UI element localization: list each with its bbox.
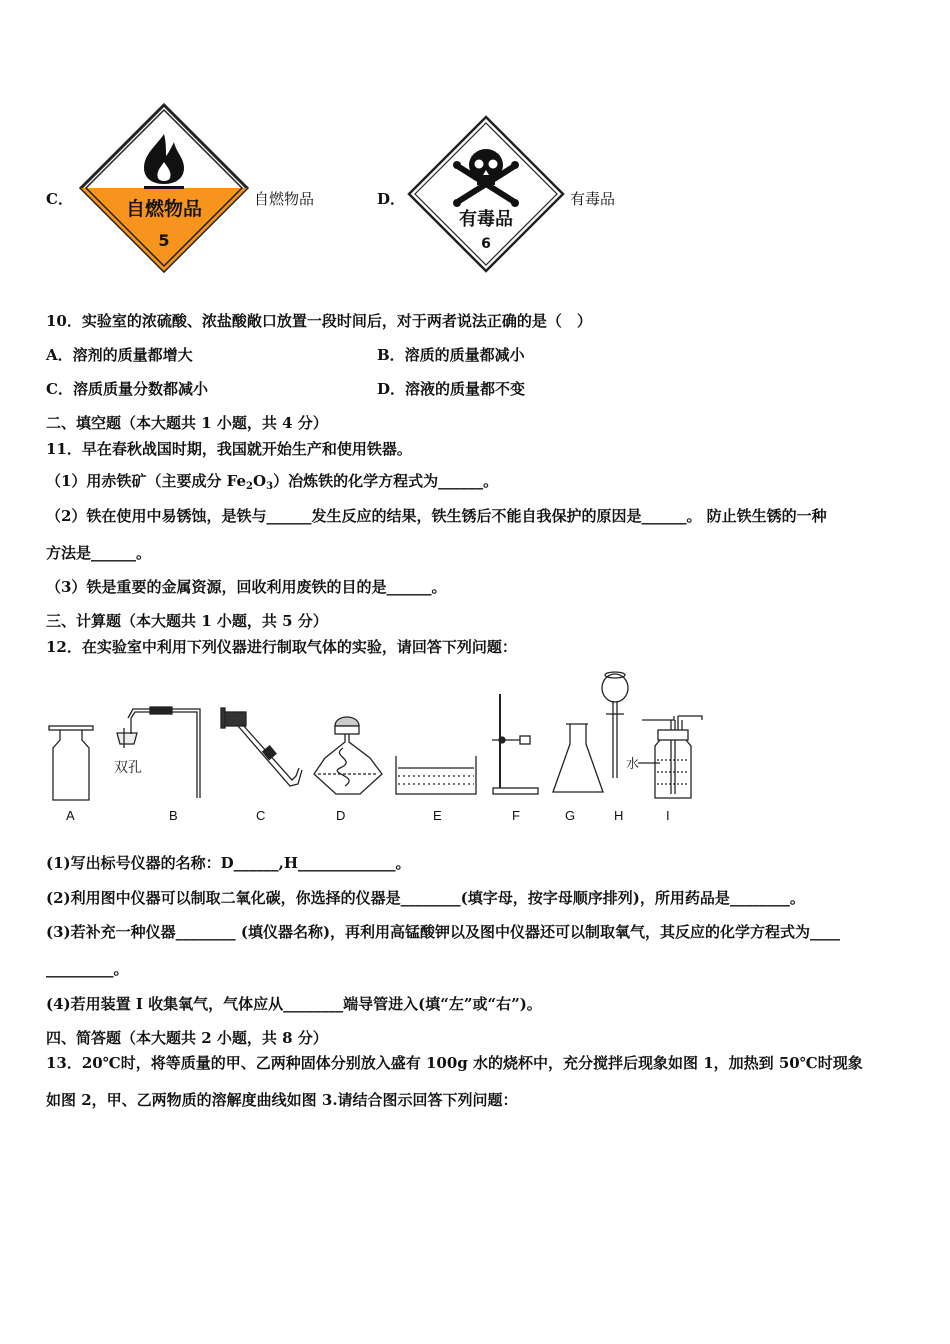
- water-label: 水: [626, 757, 640, 772]
- q12-part4: (4)若用装置 I 收集氧气，气体应从________端导管进入(填“左”或“右”)。: [46, 995, 542, 1013]
- apparatus-c-bent-tube: [221, 708, 302, 786]
- sign-number-d: 6: [481, 236, 491, 252]
- apparatus-f-iron-stand: [492, 694, 538, 794]
- option-d-letter: D．: [377, 190, 406, 208]
- option-c-letter: C．: [46, 190, 73, 208]
- section-4-heading: 四、简答题（本大题共 2 小题，共 8 分）: [46, 1029, 328, 1047]
- sign-number-c: 5: [158, 231, 170, 250]
- apparatus-label-f: F: [512, 808, 520, 823]
- q11-part1-mid: O: [253, 472, 267, 490]
- apparatus-label-d: D: [336, 808, 346, 823]
- apparatus-figure: [40, 668, 720, 828]
- apparatus-h-funnel: [602, 672, 628, 778]
- q11-part1: [46, 471, 498, 497]
- apparatus-a-bottle: [49, 726, 93, 800]
- apparatus-label-c: C: [256, 808, 266, 823]
- apparatus-i-gas-washing-bottle: [642, 716, 702, 798]
- sign-text-c: 自燃物品: [125, 198, 203, 220]
- q12-part2: (2)利用图中仪器可以制取二氧化碳，你选择的仪器是________(填字母，按字母顺序排列)，所用药品是________。: [46, 889, 805, 907]
- apparatus-d-alcohol-lamp: [314, 717, 382, 794]
- q10-option-a: A．溶剂的质量都增大: [46, 346, 193, 364]
- section-3-heading: 三、计算题（本大题共 1 小题，共 5 分）: [46, 612, 328, 630]
- option-d-caption: 有毒品: [570, 190, 616, 208]
- q13-line1: 13．20℃时，将等质量的甲、乙两种固体分别放入盛有 100g 水的烧杯中，充分搅拌后现象如图 1，加热到 50℃时现象: [46, 1054, 863, 1072]
- stopper-label: 双孔: [114, 760, 142, 776]
- q11-part1-sub2: 3: [266, 481, 274, 492]
- q11-part2-line2: 方法是______。: [46, 544, 152, 562]
- option-c-caption: 自燃物品: [254, 190, 315, 208]
- q12-part3-line1: (3)若补充一种仪器________ (填仪器名称)，再利用高锰酸钾以及图中仪器还可以制取氧气，其反应的化学方程式为____: [46, 923, 841, 941]
- apparatus-label-a: A: [66, 808, 75, 823]
- apparatus-label-b: B: [169, 808, 178, 823]
- q10-option-c: C．溶质质量分数都减小: [46, 380, 208, 398]
- q12-stem: 12．在实验室中利用下列仪器进行制取气体的实验，请回答下列问题：: [46, 638, 517, 656]
- apparatus-label-e: E: [433, 808, 442, 823]
- q11-part3: （3）铁是重要的金属资源，回收利用废铁的目的是______。: [46, 578, 447, 596]
- q12-part3-line2: _________。: [46, 960, 129, 978]
- q11-part1-after: ）冶炼铁的化学方程式为______。: [273, 472, 499, 490]
- toxic-sign: [407, 115, 565, 273]
- apparatus-b-stopper-tube: [117, 707, 200, 798]
- apparatus-label-i: I: [666, 808, 670, 823]
- apparatus-g-conical-flask: [553, 724, 603, 792]
- apparatus-e-trough: [396, 756, 476, 794]
- q11-part2-line1: （2）铁在使用中易锈蚀，是铁与______发生反应的结果，铁生锈后不能自我保护的原因是______。 防止铁生锈的一种: [46, 507, 827, 525]
- q10-option-d: D．溶液的质量都不变: [377, 380, 526, 398]
- q11-part1-sub1: 2: [246, 481, 254, 492]
- q10-option-b: B．溶质的质量都减小: [377, 346, 525, 364]
- q11-stem: 11．早在春秋战国时期，我国就开始生产和使用铁器。: [46, 440, 412, 458]
- q10-stem: 10．实验室的浓硫酸、浓盐酸敞口放置一段时间后，对于两者说法正确的是（ ）: [46, 312, 592, 330]
- spontaneous-combustion-sign: [78, 102, 250, 274]
- q11-part1-before: （1）用赤铁矿（主要成分 Fe: [46, 472, 247, 490]
- sign-text-d: 有毒品: [459, 209, 513, 230]
- apparatus-label-g: G: [565, 808, 576, 823]
- section-2-heading: 二、填空题（本大题共 1 小题，共 4 分）: [46, 414, 328, 432]
- q13-line2: 如图 2，甲、乙两物质的溶解度曲线如图 3.请结合图示回答下列问题：: [46, 1091, 518, 1109]
- apparatus-label-h: H: [614, 808, 624, 823]
- q12-part1: (1)写出标号仪器的名称：D______,H_____________。: [46, 854, 411, 872]
